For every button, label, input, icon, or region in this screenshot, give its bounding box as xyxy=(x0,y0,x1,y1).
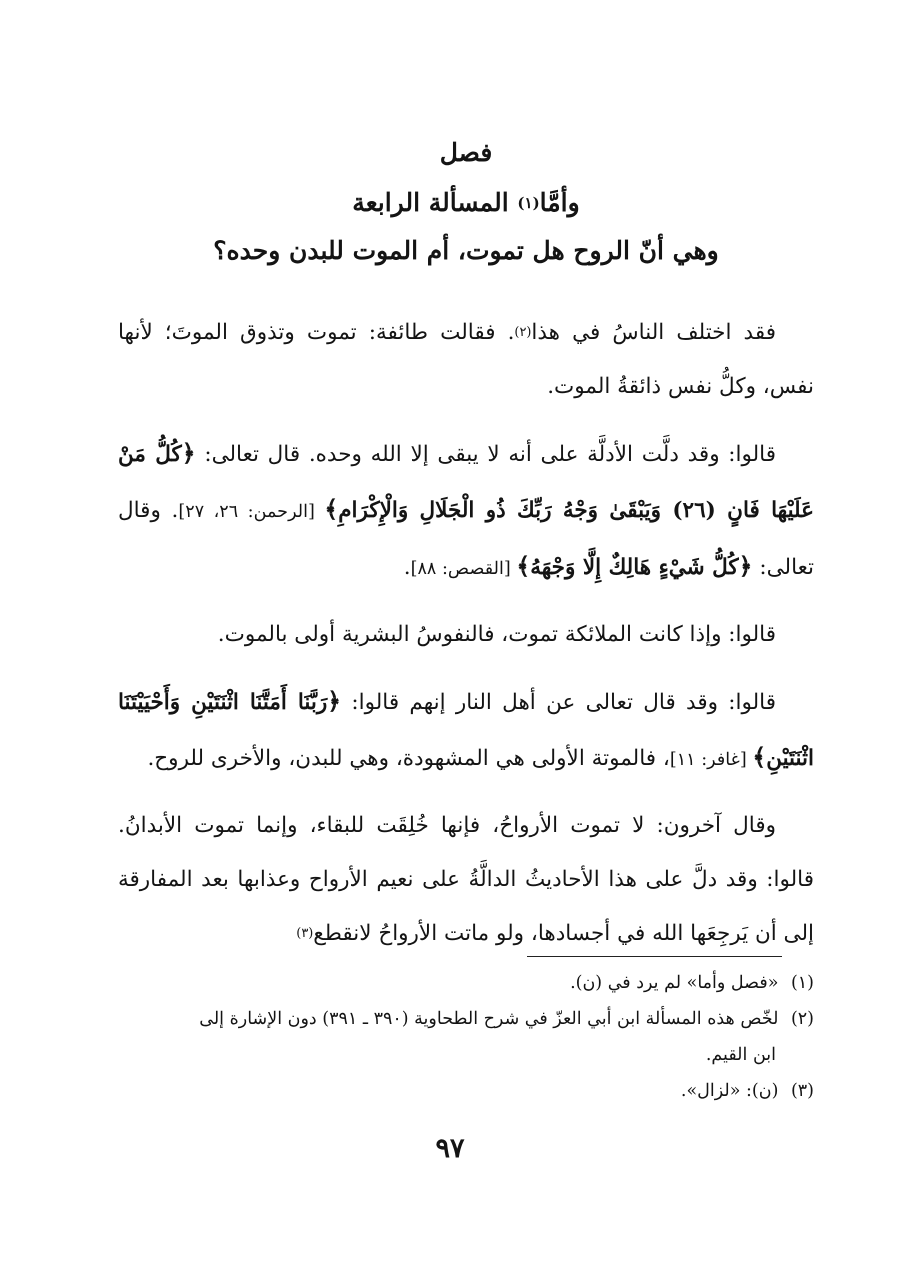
footnote-ref-2: (٢) xyxy=(514,325,532,341)
footnote-2 xyxy=(118,1001,814,1037)
verse-reference-ghafir: [غافر: ١١] xyxy=(669,750,753,770)
paragraph-2-text-c: . وقال تعالى: xyxy=(118,498,814,580)
verse-reference-rahman: [الرحمن: ٢٦، ٢٧] xyxy=(178,502,325,522)
main-text xyxy=(118,138,814,973)
quran-verse-qasas: كُلُّ شَيْءٍ هَالِكٌ إِلَّا وَجْهَهُ xyxy=(530,555,739,580)
footnote-1 xyxy=(118,965,814,1001)
footnote-3 xyxy=(118,1073,814,1109)
footnote-number: (١) xyxy=(790,973,814,993)
footnote-divider xyxy=(527,956,782,957)
footnote-2-continued: ابن القيم. xyxy=(705,1045,776,1065)
footnote-ref-1: (١) xyxy=(517,194,540,212)
question-heading-post: المسألة الرابعة xyxy=(352,188,518,217)
quran-close-bracket-3: ﴾ xyxy=(752,743,767,771)
paragraph-1-text-a: فقد اختلف الناسُ في هذا xyxy=(531,320,776,345)
paragraph-1-text-b: . فقالت طائفة: تموت وتذوق الموتَ؛ لأنها نفس، وكلُّ نفس ذائقةُ الموت. xyxy=(118,320,814,399)
paragraph-4 xyxy=(118,674,814,787)
footnote-number: (٢) xyxy=(790,1009,814,1029)
paragraph-1 xyxy=(118,306,814,414)
section-heading: فصل xyxy=(439,138,493,167)
paragraph-2-text-d: . xyxy=(403,555,411,580)
quran-close-bracket: ﴾ xyxy=(324,495,339,523)
quran-open-bracket: ﴿ xyxy=(181,439,196,467)
verse-reference-qasas: [القصص: ٨٨] xyxy=(410,559,517,579)
footnote-ref-3: (٣) xyxy=(296,926,314,942)
paragraph-5-text: وقال آخرون: لا تموت الأرواحُ، فإنها خُلِقَت للبقاء، وإنما تموت الأبدانُ. قالوا: وقد دلَّ على هذا الأحاديثُ الدالَّةُ على نعيم الأرواح وعذابها بعد المفارقة إلى أن يَرجِعَها الله في أجسادها، ولو ماتت الأرواحُ لانقطع xyxy=(118,813,814,946)
quran-open-bracket-3: ﴿ xyxy=(327,687,342,715)
paragraph-5 xyxy=(118,799,814,961)
question-heading xyxy=(118,188,814,218)
footnotes xyxy=(118,965,814,1109)
page-number: ٩٧ xyxy=(435,1133,465,1164)
question-heading-pre: وأمَّا xyxy=(539,188,580,217)
footnote-text: لخّص هذه المسألة ابن أبي العزّ في شرح الطحاوية (٣٩٠ ـ ٣٩١) دون الإشارة إلى xyxy=(199,1009,779,1029)
footnote-text: (ن): «لزال». xyxy=(680,1081,779,1101)
paragraph-4-text-a: قالوا: وقد قال تعالى عن أهل النار إنهم قالوا: xyxy=(341,690,776,715)
quran-open-bracket-2: ﴿ xyxy=(738,552,753,580)
paragraph-2-text-a: قالوا: وقد دلَّت الأدلَّة على أنه لا يبقى إلا الله وحده. قال تعالى: xyxy=(195,442,776,467)
quran-verse-rahman: كُلُّ مَنْ عَلَيْهَا فَانٍ (٢٦) وَيَبْقَىٰ وَجْهُ رَبِّكَ ذُو الْجَلَالِ وَالْإِكْرَامِ xyxy=(118,442,815,523)
paragraph-2 xyxy=(118,426,814,596)
paragraph-3: قالوا: وإذا كانت الملائكة تموت، فالنفوسُ البشرية أولى بالموت. xyxy=(217,622,776,647)
footnote-text: «فصل وأما» لم يرد في (ن). xyxy=(570,973,779,993)
quran-verse-ghafir: رَبَّنَا أَمَتَّنَا اثْنَتَيْنِ وَأَحْيَيْتَنَا اثْنَتَيْنِ xyxy=(118,690,814,771)
quran-close-bracket-2: ﴾ xyxy=(516,552,531,580)
paragraph-4-text-b: ، فالموتة الأولى هي المشهودة، وهي للبدن، والأخرى للروح. xyxy=(147,746,670,771)
chapter-subtitle: وهي أنّ الروح هل تموت، أم الموت للبدن وحده؟ xyxy=(213,236,719,265)
footnote-number: (٣) xyxy=(790,1081,814,1101)
